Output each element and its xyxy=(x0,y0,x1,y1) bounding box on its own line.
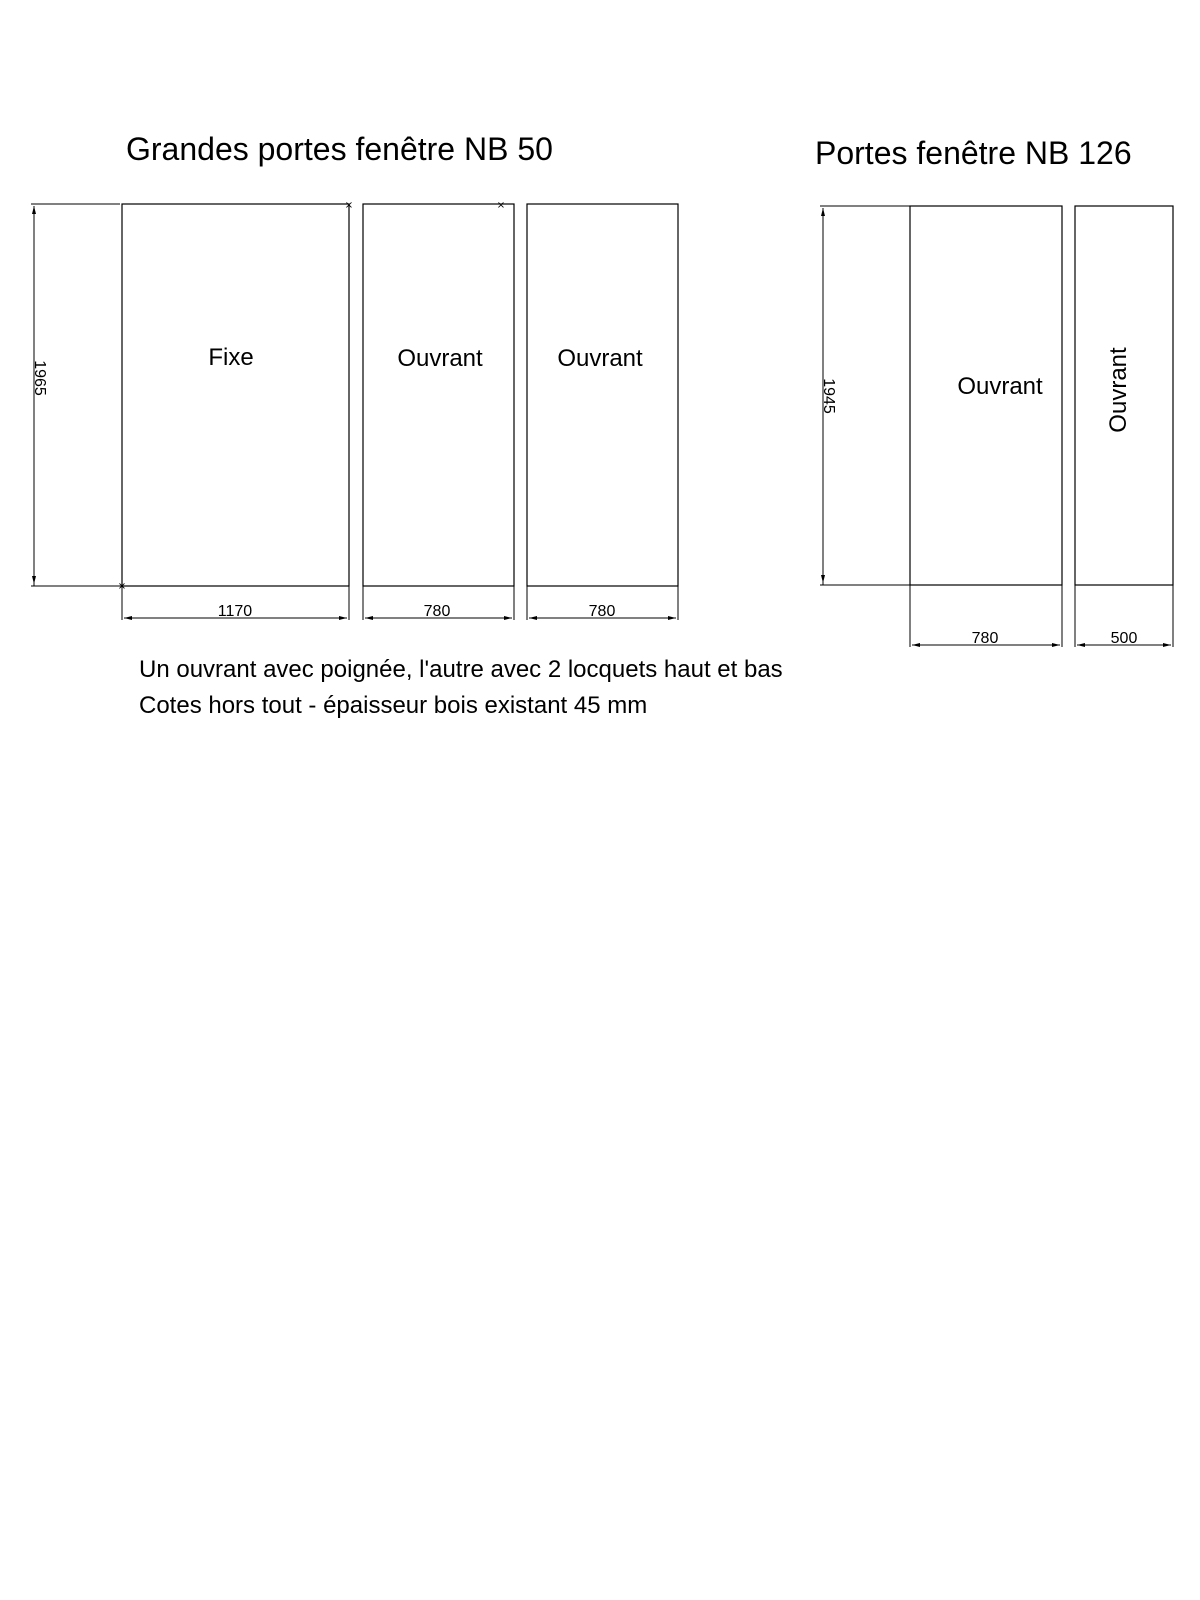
left-panel-ouvrant-2-width-dimension xyxy=(527,586,678,620)
right-panel-ouvrant-2-width: 500 xyxy=(1110,630,1138,647)
note-line-1: Un ouvrant avec poignée, l'autre avec 2 locquets haut et bas xyxy=(139,656,783,683)
left-panel-ouvrant-1-width-dimension xyxy=(363,586,514,620)
right-panel-ouvrant-1 xyxy=(910,206,1062,585)
left-panel-ouvrant-1-width: 780 xyxy=(423,603,451,620)
right-drawing-title: Portes fenêtre NB 126 xyxy=(815,135,1132,171)
left-panel-fixe xyxy=(118,200,353,592)
left-panel-ouvrant-1 xyxy=(363,200,514,586)
right-panel-ouvrant-1-label: Ouvrant xyxy=(957,373,1043,400)
left-panel-fixe-label: Fixe xyxy=(208,344,254,371)
right-panel-ouvrant-1-width-dimension xyxy=(910,585,1062,647)
right-height-dimension xyxy=(820,206,910,585)
left-panel-ouvrant-2-label: Ouvrant xyxy=(557,345,643,372)
left-panel-ouvrant-1-label: Ouvrant xyxy=(397,345,483,372)
right-panel-ouvrant-2 xyxy=(1075,206,1173,585)
right-panel-ouvrant-1-width: 780 xyxy=(971,630,999,647)
left-panel-ouvrant-2 xyxy=(527,204,678,586)
left-height-dimension xyxy=(31,204,122,586)
left-drawing-title: Grandes portes fenêtre NB 50 xyxy=(126,131,553,167)
left-height-value: 1965 xyxy=(31,360,48,396)
left-panel-ouvrant-2-width: 780 xyxy=(588,603,616,620)
right-height-value: 1945 xyxy=(820,378,837,414)
left-panel-fixe-width: 1170 xyxy=(217,603,253,620)
right-panel-ouvrant-2-width-dimension xyxy=(1075,585,1173,647)
corner-cross-marker: × xyxy=(344,200,354,211)
left-panel-fixe-width-dimension xyxy=(122,586,349,620)
corner-cross-marker: × xyxy=(117,581,127,592)
note-line-2: Cotes hors tout - épaisseur bois existant 45 mm xyxy=(139,692,648,719)
right-panel-ouvrant-2-label: Ouvrant xyxy=(1105,347,1132,433)
corner-cross-marker: × xyxy=(496,200,506,211)
